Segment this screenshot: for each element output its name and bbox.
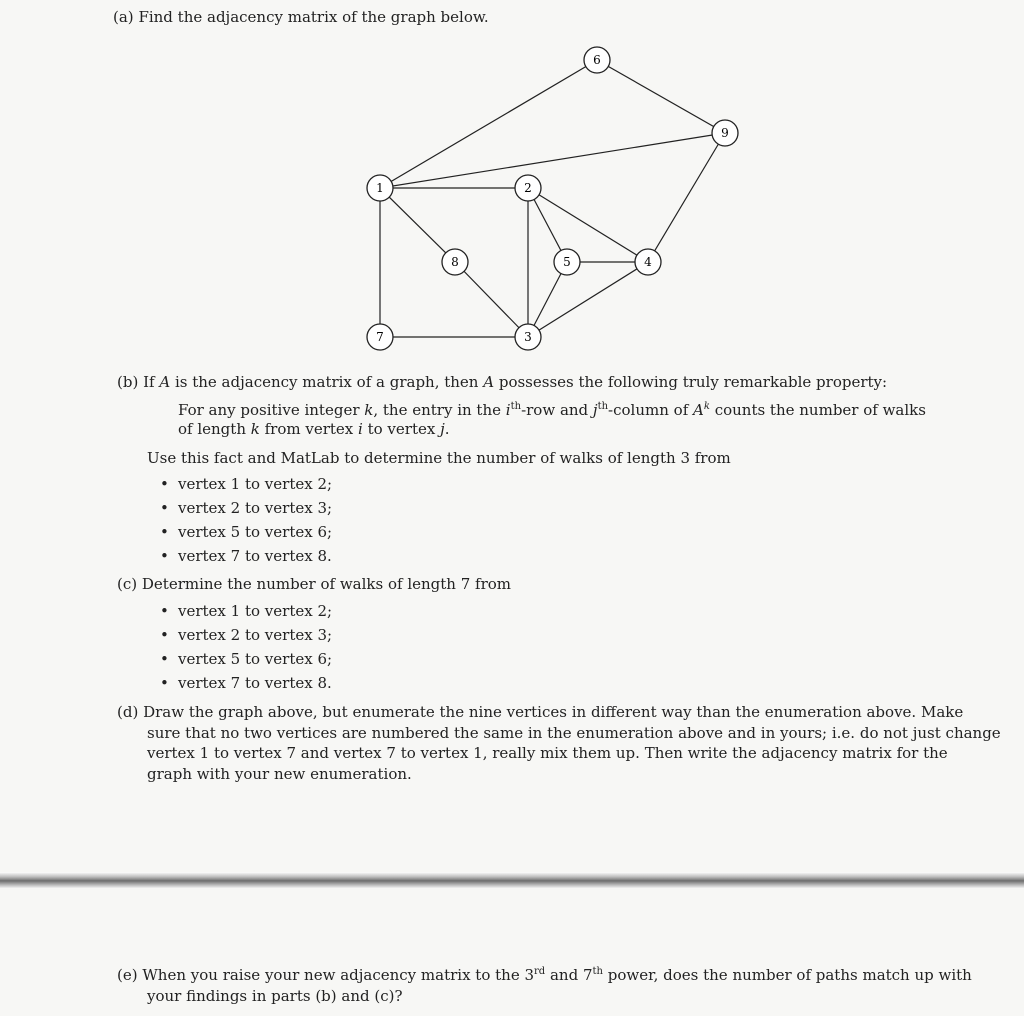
graph-edge-1-9 [380, 133, 725, 188]
graph-node-2 [515, 175, 541, 201]
part-c-label: (c) [117, 575, 138, 593]
graph-node-label: 8 [451, 255, 459, 269]
part-c-text: Determine the number of walks of length 7 from [141, 575, 512, 593]
graph-edge-2-4 [528, 188, 648, 262]
prop-text: to vertex [362, 420, 441, 438]
graph-node-4 [635, 249, 661, 275]
graph-node-9 [712, 120, 738, 146]
graph-nodes [367, 47, 738, 350]
graph-node-8 [442, 249, 468, 275]
list-item-text: vertex 1 to vertex 2; [178, 475, 333, 493]
part-a-text: Find the adjacency matrix of the graph below. [138, 8, 489, 26]
part-b-intro-pre: If [143, 373, 160, 391]
part-d-line-2: sure that no two vertices are numbered the same in the enumeration above and in yours; i.e. do not just change [147, 724, 1001, 742]
part-d-line-3: vertex 1 to vertex 7 and vertex 7 to vertex 1, really mix them up. Then write the adjacency matrix for the [147, 744, 948, 762]
page-divider [0, 872, 1024, 888]
list-item-text: vertex 5 to vertex 6; [178, 523, 333, 541]
graph-node-5 [554, 249, 580, 275]
list-item: • vertex 5 to vertex 6; [160, 650, 333, 668]
list-item-text: vertex 1 to vertex 2; [178, 602, 333, 620]
part-a-question [113, 7, 489, 27]
sup-rd: rd [534, 966, 546, 977]
prop-text: counts the number of walks [709, 401, 926, 419]
list-item: • vertex 2 to vertex 3; [160, 626, 333, 644]
var-k: k [250, 420, 260, 438]
var-j: j [440, 420, 445, 438]
graph-node-label: 4 [644, 255, 652, 269]
part-d-line-4: graph with your new enumeration. [147, 765, 412, 783]
graph-node-label: 3 [524, 330, 532, 344]
var-a: A [483, 373, 495, 391]
list-item-text: vertex 7 to vertex 8. [178, 547, 332, 565]
part-e-label: (e) [117, 966, 138, 984]
graph-node-7 [367, 324, 393, 350]
list-item-text: vertex 2 to vertex 3; [178, 626, 333, 644]
var-i: i [358, 420, 363, 438]
list-item-text: vertex 2 to vertex 3; [178, 499, 333, 517]
part-e-text: and 7 [545, 966, 593, 984]
part-b-label: (b) [117, 373, 139, 391]
var-a: A [159, 373, 171, 391]
sup-th: th [597, 401, 609, 412]
part-b-intro [117, 372, 887, 392]
property-line-1 [178, 400, 926, 420]
list-item-text: vertex 5 to vertex 6; [178, 650, 333, 668]
prop-text: -row and [521, 401, 593, 419]
graph-node-6 [584, 47, 610, 73]
prop-text: of length [178, 420, 251, 438]
part-e-text: When you raise your new adjacency matrix to the 3 [142, 966, 535, 984]
graph-edges [380, 60, 725, 337]
graph-edge-1-8 [380, 188, 455, 262]
part-d-line-1 [117, 702, 963, 722]
part-d-label: (d) [117, 703, 139, 721]
graph-node-label: 7 [376, 330, 384, 344]
prop-text: , the entry in the [373, 401, 506, 419]
list-item-text: vertex 7 to vertex 8. [178, 674, 332, 692]
prop-text: -column of [608, 401, 694, 419]
prop-text: . [444, 420, 450, 438]
graph-edge-3-4 [528, 262, 648, 337]
prop-text: from vertex [259, 420, 359, 438]
graph-node-label: 5 [563, 255, 571, 269]
graph-node-label: 1 [376, 181, 384, 195]
part-d-text: Draw the graph above, but enumerate the nine vertices in different way than the enumeration above. Make [143, 703, 964, 721]
var-i: i [505, 401, 511, 419]
list-item: • vertex 7 to vertex 8. [160, 674, 332, 692]
var-a: A [693, 401, 704, 419]
list-item: • vertex 5 to vertex 6; [160, 523, 333, 541]
graph-edge-9-4 [648, 133, 725, 262]
graph-node-3 [515, 324, 541, 350]
sup-th: th [510, 401, 522, 412]
var-k: k [364, 401, 374, 419]
prop-text: For any positive integer [178, 401, 365, 419]
graph-node-label: 6 [593, 53, 601, 67]
var-j: j [592, 401, 598, 419]
list-item: • vertex 1 to vertex 2; [160, 602, 333, 620]
property-line-2 [178, 419, 450, 439]
graph-edge-1-6 [380, 60, 597, 188]
part-b-intro-post: possesses the following truly remarkable property: [494, 373, 888, 391]
sup-th: th [592, 966, 603, 977]
graph-node-1 [367, 175, 393, 201]
graph-node-label: 9 [721, 126, 729, 140]
part-a-label: (a) [113, 8, 134, 26]
list-item: • vertex 1 to vertex 2; [160, 475, 333, 493]
part-b-use-text: Use this fact and MatLab to determine the number of walks of length 3 from [147, 449, 731, 467]
list-item: • vertex 7 to vertex 8. [160, 547, 332, 565]
sup-k: k [703, 401, 710, 412]
graph-edge-8-3 [455, 262, 528, 337]
list-item: • vertex 2 to vertex 3; [160, 499, 333, 517]
part-c-question [117, 574, 511, 594]
part-e-text: power, does the number of paths match up with [602, 966, 972, 984]
graph-node-label: 2 [524, 181, 532, 195]
part-e-line-2: your findings in parts (b) and (c)? [147, 987, 403, 1005]
graph-figure [350, 40, 770, 360]
part-b-intro-mid: is the adjacency matrix of a graph, then [170, 373, 484, 391]
graph-edge-6-9 [597, 60, 725, 133]
part-e-line-1 [117, 965, 972, 985]
